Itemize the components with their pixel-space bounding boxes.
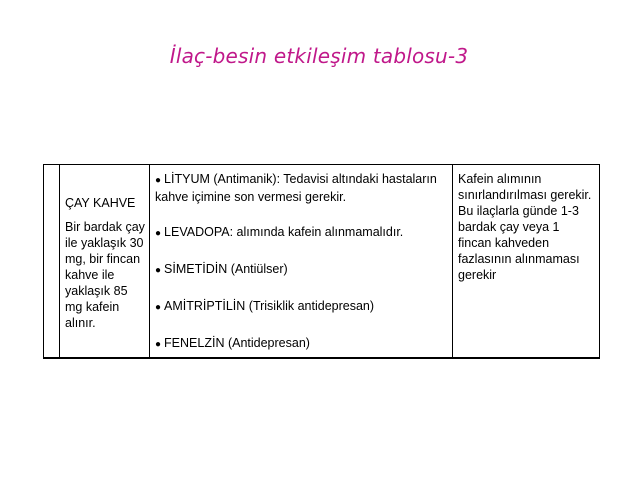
bullet-icon: ● — [155, 339, 162, 350]
table-row — [44, 165, 600, 359]
page-title: İlaç-besin etkileşim tablosu-3 — [169, 44, 469, 68]
food-description: Bir bardak çay ile yaklaşık 30 mg, bir fincan kahve ile yaklaşık 85 mg kafein alınır. — [65, 220, 145, 330]
empty-column-cell — [44, 165, 60, 359]
drug-item-simetidin: ● SİMETİDİN (Antiülser) — [155, 262, 288, 276]
drugs-cell — [150, 165, 453, 359]
recommendation-cell — [453, 165, 600, 359]
bullet-icon: ● — [155, 302, 162, 313]
bullet-icon: ● — [155, 228, 162, 239]
drug-item-amitriptilin: ● AMİTRİPTİLİN (Trisiklik antidepresan) — [155, 299, 375, 313]
food-cell — [60, 165, 150, 359]
drug-item-lityum: ● LİTYUM (Antimanik): Tedavisi altındaki hastaların kahve içimine son vermesi gerekir. — [155, 172, 437, 204]
drug-item-levadopa: ● LEVADOPA: alımında kafein alınmamalıdır. — [155, 225, 404, 239]
drug-item-fenelzin: ● FENELZİN (Antidepresan) — [155, 336, 310, 350]
recommendation-text: Kafein alımının sınırlandırılması gerekir. Bu ilaçlarla günde 1-3 bardak çay veya 1 fincan kahveden fazlasının alınmaması gerekir — [458, 172, 592, 282]
bullet-icon: ● — [155, 265, 162, 276]
interaction-table — [43, 164, 600, 359]
bullet-icon: ● — [155, 175, 162, 186]
food-name: ÇAY KAHVE — [65, 196, 136, 210]
